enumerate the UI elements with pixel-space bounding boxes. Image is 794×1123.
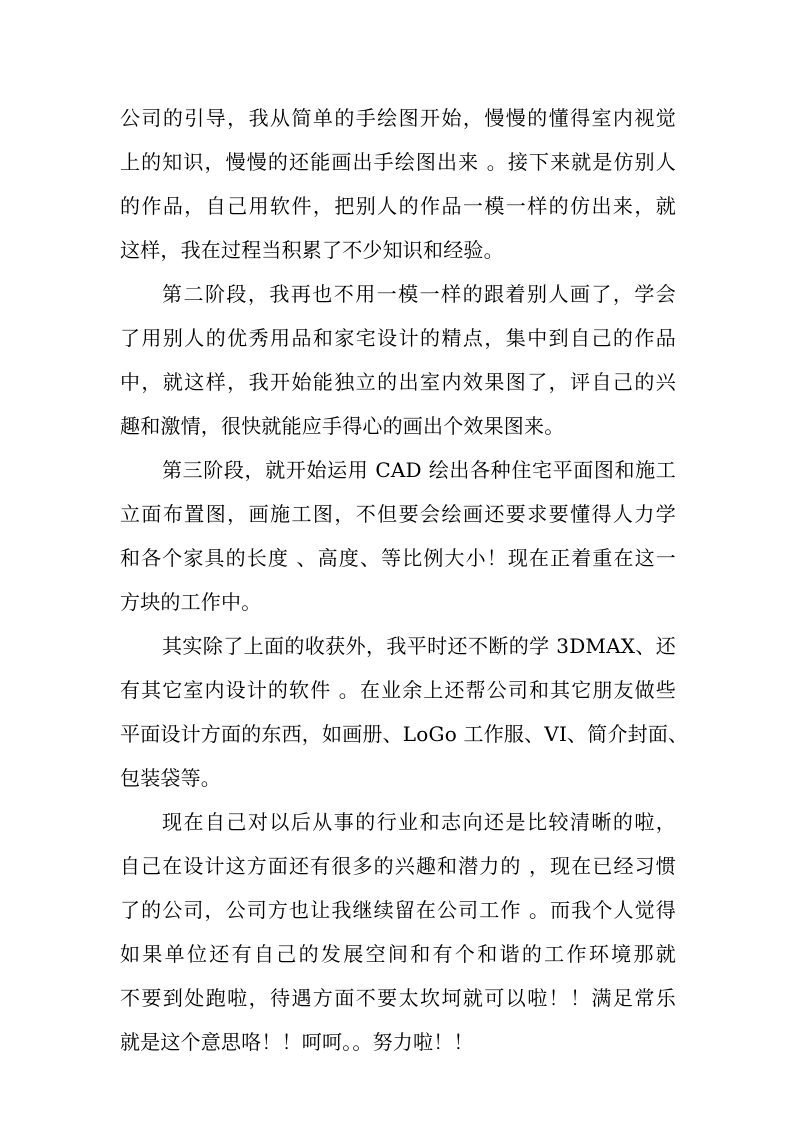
paragraph-stage-two [120,272,676,448]
text-line: 第二阶段，我再也不用一模一样的跟着别人画了，学会 [162,282,676,306]
text-line: 了的公司，公司方也让我继续留在公司工作 。而我个人觉得 [120,898,676,922]
text-line: 不要到处跑啦，待遇方面不要太坎坷就可以啦！！满足常乐 [120,986,676,1010]
text-line: 中，就这样，我开始能独立的出室内效果图了，评自己的兴 [120,370,676,394]
text-line: 平面设计方面的东西，如画册、LoGo 工作服、VI、简介封面、 [120,722,689,746]
text-line: 方块的工作中。 [120,590,262,614]
text-line: 和各个家具的长度 、高度、等比例大小！现在正着重在这一 [120,546,676,570]
text-line: 上的知识，慢慢的还能画出手绘图出来 。接下来就是仿别人 [120,150,676,174]
paragraph-other-gains [120,624,689,800]
text-line: 了用别人的优秀用品和家宅设计的精点，集中到自己的作品 [120,326,676,350]
paragraph-continued-intro [120,96,676,272]
text-line: 趣和激情，很快就能应手得心的画出个效果图来。 [120,414,565,438]
text-line: 第三阶段，就开始运用 CAD 绘出各种住宅平面图和施工 [162,458,676,482]
text-line: 这样，我在过程当积累了不少知识和经验。 [120,238,504,262]
text-line: 公司的引导，我从简单的手绘图开始，慢慢的懂得室内视觉 [120,106,676,130]
document-body [120,96,689,1064]
text-line: 包装袋等。 [120,766,221,790]
text-line: 自己在设计这方面还有很多的兴趣和潜力的 ，现在已经习惯 [120,854,676,878]
text-line: 就是这个意思咯！！呵呵。。努力啦！！ [120,1030,474,1054]
text-line: 有其它室内设计的软件 。在业余上还帮公司和其它朋友做些 [120,678,676,702]
paragraph-future-outlook [120,800,676,1064]
text-line: 现在自己对以后从事的行业和志向还是比较清晰的啦， [162,810,676,834]
text-line: 其实除了上面的收获外，我平时还不断的学 3DMAX、还 [162,634,676,658]
text-line: 如果单位还有自己的发展空间和有个和谐的工作环境那就 [120,942,676,966]
text-line: 的作品，自己用软件，把别人的作品一模一样的仿出来，就 [120,194,676,218]
text-line: 立面布置图，画施工图，不但要会绘画还要求要懂得人力学 [120,502,676,526]
paragraph-stage-three [120,448,676,624]
